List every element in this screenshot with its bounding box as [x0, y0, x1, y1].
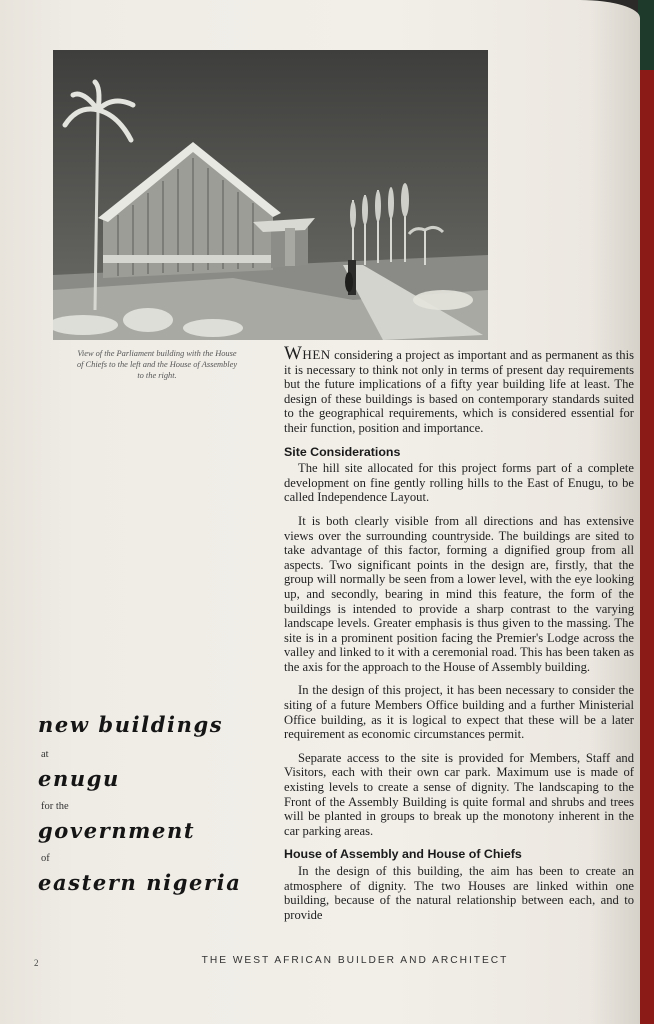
parliament-drawing [53, 50, 488, 340]
intro-dropcap: When [284, 343, 331, 364]
intro-text: considering a project as important and as permanent as this it is necessary to think not only in terms of present day requirements but the future implications of a fifty year building life at least. The design of these buildings is based on contemporary standards suited to the geographical requirements, which is considered essential for their function, position and importance. [284, 348, 634, 435]
publication-footer: THE WEST AFRICAN BUILDER AND ARCHITECT [201, 955, 509, 966]
site-paragraph-4: Separate access to the site is provided for Members, Staff and Visitors, each with their own car park. Maximum use is made of existing levels to create a sense of dignity. The landscaping to the Front of the Assembly Building is quite formal and shrubs and trees will be planted in groups to break up the monotony inherent in the car parking areas. [284, 750, 634, 838]
red-cover-edge [638, 70, 654, 1024]
figure-caption [52, 348, 262, 381]
site-paragraph-1: The hill site allocated for this project forms part of a complete development on fine gently rolling hills to the East of Enugu, to be called Independence Layout. [284, 461, 634, 505]
caption-line-3: to the right. [137, 371, 177, 380]
background-edge [638, 0, 654, 70]
article-body [284, 343, 634, 931]
architectural-illustration [53, 50, 488, 340]
title-line-for-the: for the [41, 801, 69, 812]
site-paragraph-2: It is both clearly visible from all directions and has extensive views over the surrounding countryside. The buildings are sited to take advantage of this factor, forming a dignified group from all aspects. Two significant points in the design are, firstly, that the group will normally be seen from a lower level, with the eye looking up, and secondly, bearing in mind this feature, the form of the buildings is intended to provide a sharp contrast to the varying landscape levels. Greater emphasis is thus given to the massing. The site is in a prominent position facing the Premier's Lodge across the valley and linked to it with a ceremonial road. This has been taken as the axis for the approach to the House of Assembly building. [284, 513, 634, 674]
article-title [38, 712, 268, 895]
heading-site-considerations: Site Considerations [284, 444, 401, 459]
house-paragraph-1: In the design of this building, the aim has been to create an atmosphere of dignity. The two Houses are linked within one building, because of the natural relationship between each, and to provide [284, 864, 634, 922]
intro-paragraph [284, 343, 634, 436]
title-line-at: at [41, 749, 49, 760]
caption-line-2: of Chiefs to the left and the House of Assembley [76, 360, 238, 369]
title-line-of: of [41, 853, 50, 864]
site-paragraph-3: In the design of this project, it has been necessary to consider the siting of a future Members Office building and a further Ministerial Office building, as it is logical to expect that these will be a later requirement as economic circumstances permit. [284, 683, 634, 742]
page-number: 2 [34, 958, 39, 968]
title-line-eastern-nigeria: eastern nigeria [38, 870, 242, 895]
title-line-new-buildings: new buildings [38, 712, 224, 737]
caption-line-1: View of the Parliament building with the House [77, 349, 237, 358]
title-line-enugu: enugu [38, 766, 120, 791]
heading-house-of-assembly: House of Assembly and House of Chiefs [284, 847, 522, 862]
title-line-government: government [38, 818, 196, 843]
